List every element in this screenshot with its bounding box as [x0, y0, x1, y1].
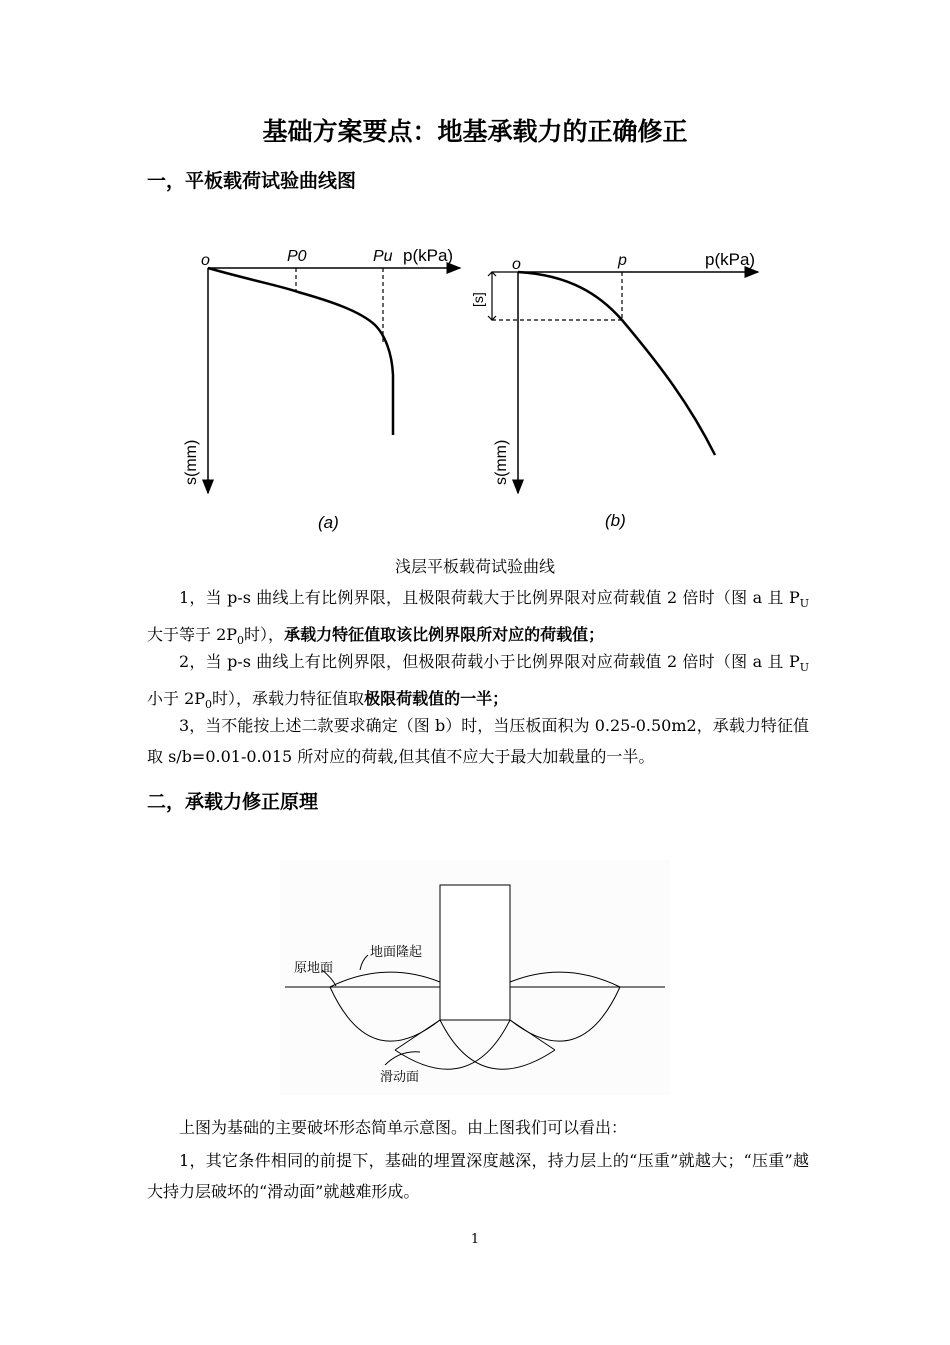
label-original-ground: 原地面 — [294, 960, 334, 975]
panel-b-origin: o — [512, 256, 521, 273]
panel-a — [183, 246, 460, 532]
panel-b-curve — [518, 272, 715, 455]
label-slip-surface: 滑动面 — [380, 1069, 420, 1084]
section1-heading: 一，平板载荷试验曲线图 — [147, 170, 357, 192]
panel-b-s-bracket-label: [s] — [470, 292, 486, 307]
item-2: 2，当 p-s 曲线上有比例界限，但极限荷载小于比例界限对应荷载值 2 倍时（图 a 且 $P_U$小于 $2P_0$时），承载力特征值取极限荷载值的一半； — [147, 652, 809, 712]
panel-a-label: (a) — [318, 513, 339, 532]
label-heave: 地面隆起 — [370, 944, 423, 959]
panel-a-p-axis-label: p(kPa) — [403, 246, 454, 265]
panel-a-curve — [208, 268, 393, 435]
ps-curve-figure — [170, 235, 790, 540]
panel-b-p-label: p — [618, 252, 627, 269]
panel-a-pu-label: Pu — [373, 248, 393, 265]
panel-a-p0-label: P0 — [287, 248, 307, 265]
panel-a-s-axis-label: s(mm) — [183, 439, 200, 485]
section2-para1: 上图为基础的主要破坏形态简单示意图。由上图我们可以看出： — [179, 1118, 628, 1137]
section2-heading: 二，承载力修正原理 — [147, 791, 319, 813]
page-number: 1 — [470, 1232, 480, 1247]
figure1-caption: 浅层平板载荷试验曲线 — [394, 557, 555, 576]
panel-b-s-axis-label: s(mm) — [493, 439, 510, 485]
item-1: 1，当 p-s 曲线上有比例界限，且极限荷载大于比例界限对应荷载值 2 倍时（图 a 且 $P_U$大于等于 $2P_0$时），承载力特征值取该比例界限所对应的荷载值； — [147, 588, 809, 648]
panel-a-origin: o — [201, 252, 210, 269]
panel-b-p-axis-label: p(kPa) — [705, 250, 756, 269]
section2-para2: 1，其它条件相同的前提下，基础的埋置深度越深，持力层上的“压重”就越大；“压重”越大持力层破坏的“滑动面”就越难形成。 — [147, 1151, 809, 1201]
panel-b — [470, 250, 758, 530]
item-3: 3，当不能按上述二款要求确定（图 b）时，当压板面积为 0.25-0.50m2，承载力特征值取 s/b=0.01-0.015 所对应的荷载,但其值不应大于最大加载量的一半。 — [147, 716, 809, 766]
foundation-block — [440, 885, 510, 1020]
page-title: 基础方案要点：地基承载力的正确修正 — [262, 117, 688, 146]
panel-b-label: (b) — [605, 511, 626, 530]
failure-mode-figure — [280, 860, 670, 1095]
